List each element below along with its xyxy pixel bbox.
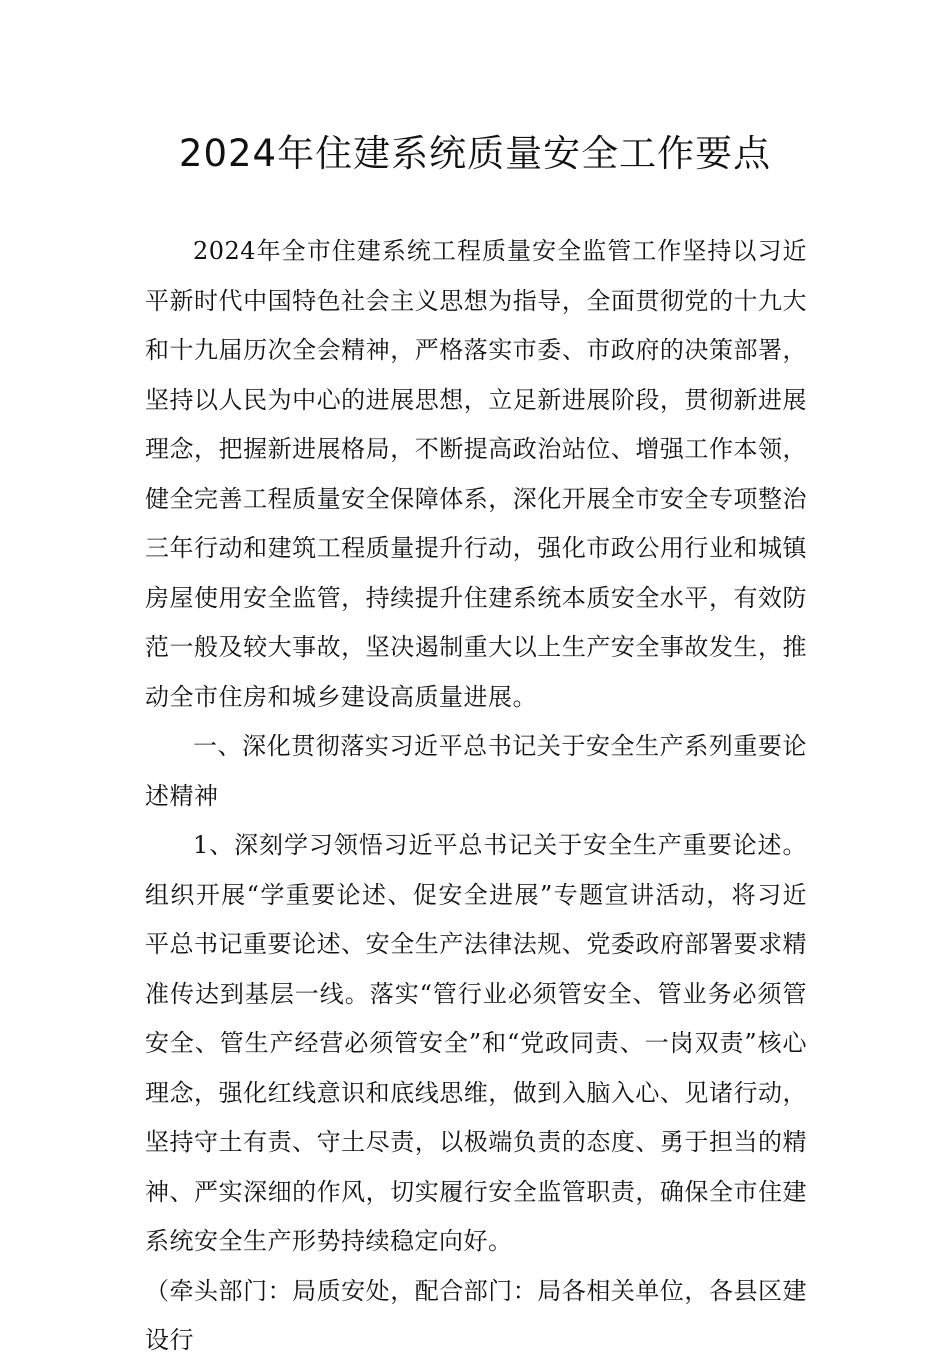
intro-paragraph: 2024年全市住建系统工程质量安全监管工作坚持以习近平新时代中国特色社会主义思想为指导，全面贯彻党的十九大和十九届历次全会精神，严格落实市委、市政府的决策部署，坚持以人民为中心的进展思想，立足新进展阶段，贯彻新进展理念，把握新进展格局，不断提高政治站位、增强工作本领，健全完善工程质量安全保障体系，深化开展全市安全专项整治三年行动和建筑工程质量提升行动，强化市政公用行业和城镇房屋使用安全监管，持续提升住建系统本质安全水平，有效防范一般及较大事故，坚决遏制重大以上生产安全事故发生，推动全市住房和城乡建设高质量进展。 [145, 237, 807, 711]
responsible-department-note: （牵头部门：局质安处，配合部门：局各相关单位，各县区建设行 [145, 1276, 807, 1354]
document-body [145, 227, 807, 1366]
item-paragraph-1: 1、深刻学习领悟习近平总书记关于安全生产重要论述。组织开展“学重要论述、促安全进展”专题宣讲活动，将习近平总书记重要论述、安全生产法律法规、党委政府部署要求精准传达到基层一线。落实“管行业必须管安全、管业务必须管安全、管生产经营必须管安全”和“党政同责、一岗双责”核心理念，强化红线意识和底线思维，做到入脑入心、见诸行动，坚持守土有责、守土尽责，以极端负责的态度、勇于担当的精神、严实深细的作风，切实履行安全监管职责，确保全市住建系统安全生产形势持续稳定向好。 [145, 831, 807, 1255]
document-title: 2024年住建系统质量安全工作要点 [178, 132, 772, 175]
section-heading-1: 一、深化贯彻落实习近平总书记关于安全生产系列重要论述精神 [145, 732, 807, 810]
